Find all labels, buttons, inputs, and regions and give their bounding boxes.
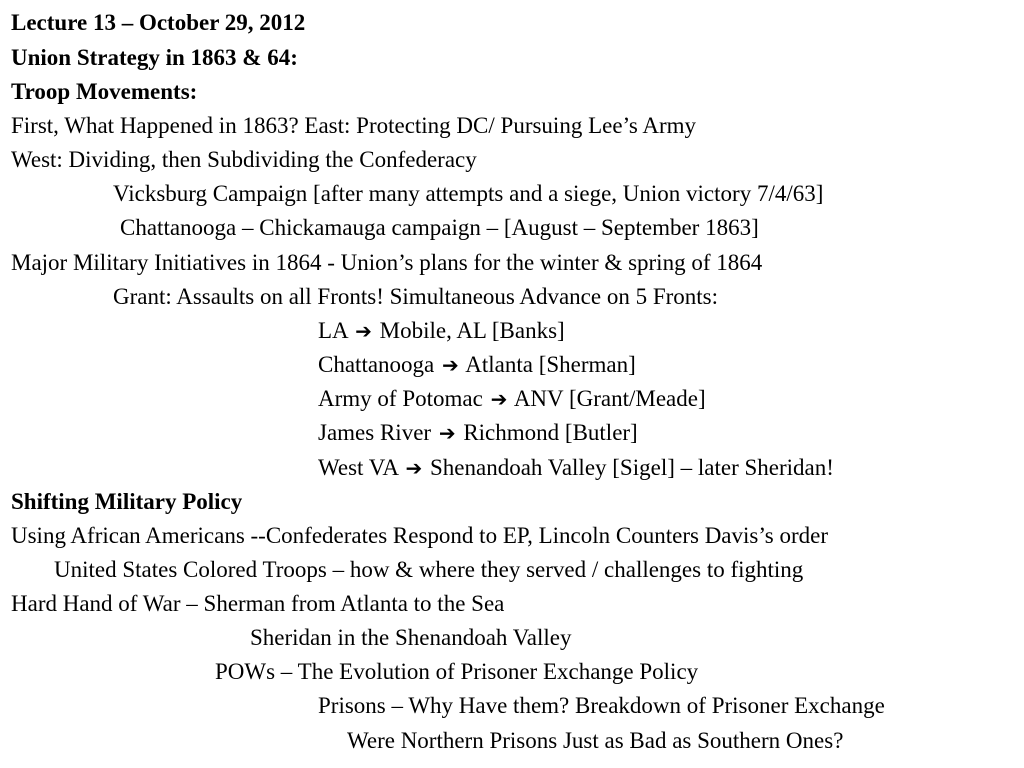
front-origin: Army of Potomac: [318, 386, 483, 411]
note-line-west: West: Dividing, then Subdividing the Confederacy: [11, 147, 477, 172]
front-origin: LA: [318, 318, 348, 343]
note-line-prisons: Prisons – Why Have them? Breakdown of Prisoner Exchange: [318, 693, 885, 718]
front-item: [318, 350, 636, 380]
front-origin: West VA: [318, 455, 398, 480]
front-destination: ANV [Grant/Meade]: [513, 386, 706, 411]
front-origin: James River: [318, 420, 432, 445]
front-item: [318, 316, 565, 346]
section-heading-union-strategy: Union Strategy in 1863 & 64:: [11, 45, 298, 70]
front-destination: Shenandoah Valley [Sigel] – later Sheridan!: [430, 455, 834, 480]
front-destination: Richmond [Butler]: [463, 420, 638, 445]
note-line-pows: POWs – The Evolution of Prisoner Exchange Policy: [215, 659, 699, 684]
note-line-usct: United States Colored Troops – how & where they served / challenges to fighting: [54, 557, 804, 582]
right-arrow-icon: ➔: [490, 387, 508, 411]
front-item: [318, 453, 834, 483]
note-line-east: First, What Happened in 1863? East: Protecting DC/ Pursuing Lee’s Army: [11, 113, 697, 138]
section-heading-shifting-policy: Shifting Military Policy: [11, 489, 243, 514]
note-line-african-americans: Using African Americans --Confederates Respond to EP, Lincoln Counters Davis’s order: [11, 523, 828, 548]
front-item: [318, 384, 706, 414]
note-line-northern-prisons: Were Northern Prisons Just as Bad as Southern Ones?: [347, 728, 844, 753]
right-arrow-icon: ➔: [405, 456, 423, 480]
note-line-hard-hand: Hard Hand of War – Sherman from Atlanta to the Sea: [11, 591, 505, 616]
note-line-chattanooga: Chattanooga – Chickamauga campaign – [August – September 1863]: [120, 215, 759, 240]
section-heading-troop-movements: Troop Movements:: [11, 79, 198, 104]
note-line-sheridan: Sheridan in the Shenandoah Valley: [250, 625, 572, 650]
front-destination: Atlanta [Sherman]: [465, 352, 636, 377]
right-arrow-icon: ➔: [355, 319, 372, 343]
right-arrow-icon: ➔: [442, 353, 459, 377]
front-origin: Chattanooga: [318, 352, 435, 377]
front-item: [318, 418, 638, 448]
lecture-title: Lecture 13 – October 29, 2012: [11, 10, 306, 35]
note-line-major-initiatives: Major Military Initiatives in 1864 - Union’s plans for the winter & spring of 1864: [11, 250, 763, 275]
front-destination: Mobile, AL [Banks]: [379, 318, 565, 343]
note-line-grant: Grant: Assaults on all Fronts! Simultaneous Advance on 5 Fronts:: [113, 284, 718, 309]
note-line-vicksburg: Vicksburg Campaign [after many attempts and a siege, Union victory 7/4/63]: [113, 181, 824, 206]
right-arrow-icon: ➔: [438, 421, 456, 445]
